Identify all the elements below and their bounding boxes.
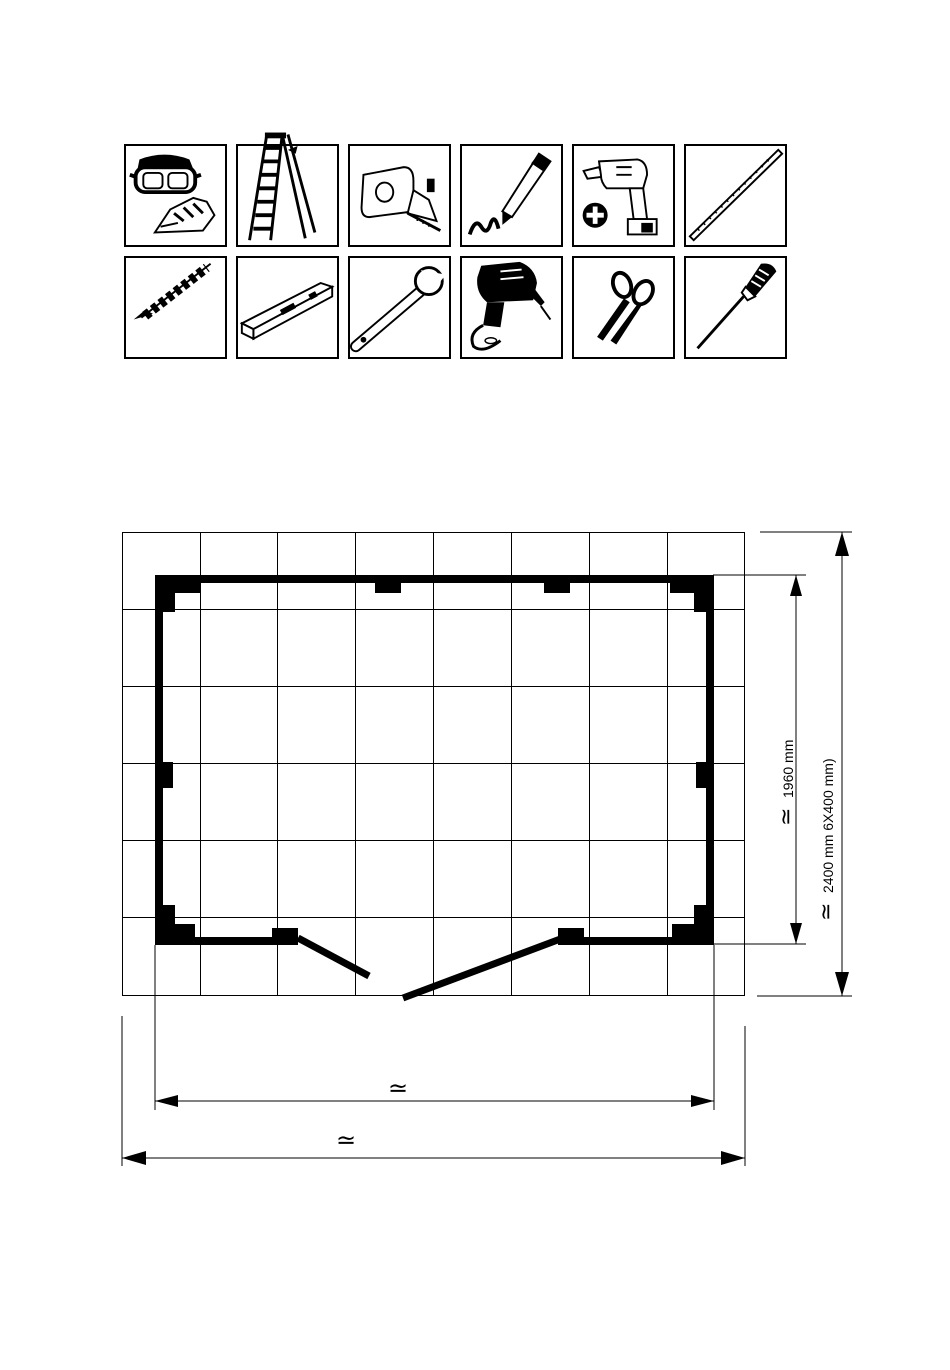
inner-height-label: 1960 mm [780,739,796,798]
base-grid [122,532,744,995]
outer-width-symbol: ≃ [335,1127,357,1154]
shed-walls [155,575,714,945]
inner-height-dimension [773,740,798,826]
inner-height-symbol: ≃ [773,807,798,826]
inner-width-symbol: ≃ [387,1075,409,1102]
outer-height-symbol: ≃ [813,902,838,921]
outer-height-dimension [813,758,838,921]
outer-height-label: 2400 mm 6X400 mm) [820,758,836,893]
double-door [298,938,563,998]
width-arrowheads [122,1095,745,1165]
